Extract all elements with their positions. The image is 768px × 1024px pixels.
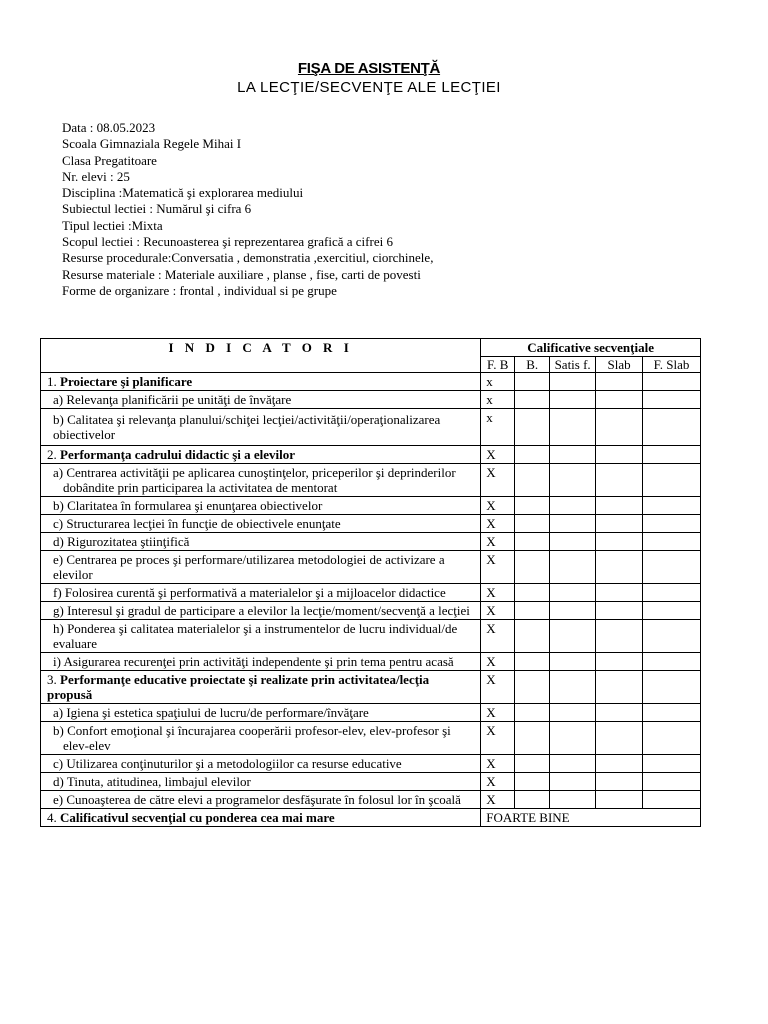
info-lesson-type: Tipul lectiei :Mixta [62, 217, 163, 233]
criterion-cell: b) Claritatea în formularea şi enunţarea obiectivelor [41, 497, 481, 515]
mark-cell: X [481, 791, 515, 809]
table-row [41, 809, 701, 827]
table-row [41, 653, 701, 671]
mark-cell: X [481, 653, 515, 671]
section-heading-4: 4. Calificativul secvenţial cu ponderea cea mai mare [41, 809, 481, 827]
indicators-header: I N D I C A T O R I [41, 339, 481, 373]
table-row [41, 464, 701, 497]
section-heading-2: 2. Performanţa cadrului didactic şi a elevilor [41, 446, 481, 464]
mark-cell: X [481, 533, 515, 551]
criterion-cell: d) Tinuta, atitudinea, limbajul elevilor [41, 773, 481, 791]
info-material-resources: Resurse materiale : Materiale auxiliare , planse , fise, carti de povesti [62, 266, 421, 282]
criterion-cell: e) Cunoaşterea de către elevi a programelor desfăşurate în folosul lor în şcoală [41, 791, 481, 809]
criterion-cell: a) Relevanţa planificării pe unităţi de învăţare [41, 391, 481, 409]
mark-cell: X [481, 620, 515, 653]
info-date: Data : 08.05.2023 [62, 120, 156, 135]
criterion-cell: b) Calitatea şi relevanţa planului/schiţei lecţiei/activităţii/operaţionalizarea obiectivelor [41, 409, 481, 446]
rating-col-b: B. [515, 357, 550, 373]
table-header-row [41, 339, 701, 357]
info-procedural-resources: Resurse procedurale:Conversatia , demonstratia ,exercitiul, ciorchinele, [62, 250, 434, 266]
section-heading-1: 1. Proiectare şi planificare [41, 373, 481, 391]
criterion-cell: d) Rigurozitatea ştiinţifică [41, 533, 481, 551]
mark-cell: X [481, 446, 515, 464]
table-row [41, 373, 701, 391]
table-row [41, 446, 701, 464]
table-row [41, 409, 701, 446]
mark-cell: x [481, 373, 515, 391]
document-header [0, 60, 768, 96]
table-row [41, 551, 701, 584]
mark-cell: X [481, 722, 515, 755]
mark-cell: X [481, 497, 515, 515]
mark-cell: X [481, 551, 515, 584]
document-title: FIŞA DE ASISTENŢĂ [297, 60, 441, 77]
table-row [41, 584, 701, 602]
lesson-info [62, 120, 433, 299]
rating-col-fb: F. B [481, 357, 515, 373]
table-row [41, 497, 701, 515]
table-row [41, 671, 701, 704]
criterion-cell: c) Structurarea lecţiei în funcţie de obiectivele enunţate [41, 515, 481, 533]
info-subject-area: Disciplina :Matematică şi explorarea mediului [62, 185, 304, 201]
rating-col-satisf: Satis f. [550, 357, 596, 373]
criterion-cell: g) Interesul şi gradul de participare a elevilor la lecţie/moment/secvenţă a lecţiei [41, 602, 481, 620]
mark-cell: x [481, 409, 515, 446]
mark-cell: X [481, 515, 515, 533]
table-row [41, 620, 701, 653]
mark-cell: X [481, 671, 515, 704]
mark-cell: X [481, 704, 515, 722]
info-organization-forms: Forme de organizare : frontal , individual si pe grupe [62, 282, 337, 298]
mark-cell: X [481, 464, 515, 497]
criterion-cell: a) Igiena şi estetica spaţiului de lucru/de performare/învăţare [41, 704, 481, 722]
rating-col-fslab: F. Slab [643, 357, 701, 373]
mark-cell: X [481, 773, 515, 791]
criterion-cell: b) Confort emoţional şi încurajarea cooperării profesor-elev, elev-profesor şi elev-elev [41, 722, 481, 755]
table-row [41, 773, 701, 791]
criterion-cell: i) Asigurarea recurenţei prin activităţi independente şi prin tema pentru acasă [41, 653, 481, 671]
criterion-cell: h) Ponderea şi calitatea materialelor şi a instrumentelor de lucru individual/de evaluare [41, 620, 481, 653]
section-heading-3: 3. Performanţe educative proiectate şi realizate prin activitatea/lecţia propusă [41, 671, 481, 704]
criterion-cell: c) Utilizarea conţinuturilor şi a metodologiilor ca resurse educative [41, 755, 481, 773]
info-lesson-goal: Scopul lectiei : Recunoasterea şi reprezentarea grafică a cifrei 6 [62, 234, 393, 250]
final-rating: FOARTE BINE [481, 809, 701, 827]
mark-cell: X [481, 602, 515, 620]
document-subtitle: LA LECŢIE/SECVENŢE ALE LECŢIEI [237, 79, 501, 96]
table-row [41, 791, 701, 809]
info-school: Scoala Gimnaziala Regele Mihai I [62, 136, 242, 152]
table-row [41, 391, 701, 409]
table-row [41, 722, 701, 755]
criterion-cell: a) Centrarea activităţii pe aplicarea cunoştinţelor, priceperilor şi deprinderilor dobândite prin participarea la activitatea de mentorat [41, 464, 481, 497]
mark-cell: x [481, 391, 515, 409]
criterion-cell: f) Folosirea curentă şi performativă a materialelor şi a mijloacelor didactice [41, 584, 481, 602]
table-row [41, 533, 701, 551]
mark-cell: X [481, 584, 515, 602]
info-class: Clasa Pregatitoare [62, 152, 157, 168]
table-row [41, 755, 701, 773]
ratings-header: Calificative secvenţiale [481, 339, 701, 357]
assessment-table [40, 338, 701, 827]
table-row [41, 704, 701, 722]
table-row [41, 515, 701, 533]
rating-col-slab: Slab [596, 357, 643, 373]
table-row [41, 602, 701, 620]
mark-cell: X [481, 755, 515, 773]
info-lesson-topic: Subiectul lectiei : Numărul şi cifra 6 [62, 201, 252, 217]
criterion-cell: e) Centrarea pe proces şi performare/utilizarea metodologiei de activizare a elevilor [41, 551, 481, 584]
info-students: Nr. elevi : 25 [62, 168, 130, 184]
